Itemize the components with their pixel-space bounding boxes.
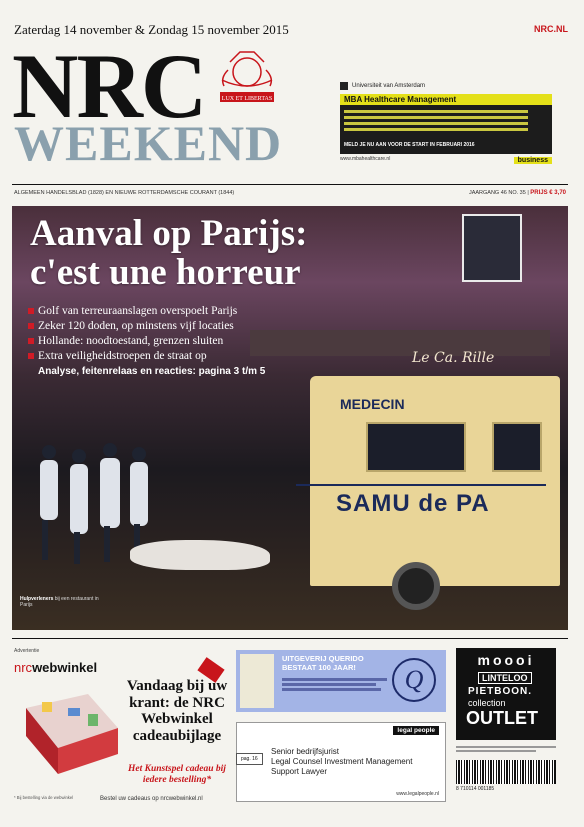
lead-bullets	[28, 304, 237, 364]
mba-badge: business	[514, 157, 552, 164]
mba-cta: MELD JE NU AAN VOOR DE START IN FEBRUARI 2016	[344, 142, 475, 148]
querido-body	[282, 676, 392, 693]
issue-date: Zaterdag 14 november & Zondag 15 november 2015	[14, 22, 289, 37]
crest-logo	[210, 50, 284, 112]
university-icon	[340, 82, 348, 90]
caption-label: Hulpverleners	[20, 596, 54, 602]
legal-url[interactable]: www.legalpeople.nl	[396, 791, 439, 797]
mba-title: MBA Healthcare Management	[340, 94, 552, 105]
querido-logo: Q	[392, 658, 436, 702]
webwinkel-footer[interactable]: Bestel uw cadeaus op nrcwebwinkel.nl	[100, 796, 203, 802]
masthead-rule	[12, 184, 568, 185]
webwinkel-subtitle: Het Kunstspel cadeau bij iedere bestelling*	[128, 764, 226, 785]
covered-body	[130, 540, 270, 570]
cafe-awning	[250, 330, 550, 356]
photo-caption	[20, 596, 110, 608]
querido-title: UITGEVERIJ QUERIDO	[282, 654, 364, 663]
headline-line-1: Aanval op Parijs:	[30, 213, 308, 254]
legal-brand: legal people	[393, 726, 439, 735]
volume-number: JAARGANG 46 NO. 35	[468, 190, 526, 196]
crest-motto: LUX ET LIBERTAS	[221, 96, 273, 102]
headline-line-2: c'est une horreur	[30, 252, 301, 294]
legal-job-list	[271, 747, 412, 777]
webwinkel-title[interactable]: Vandaag bij uw krant: de NRC Webwinkel cadeaubijlage	[126, 678, 228, 744]
book-cover	[240, 654, 274, 708]
barcode-number: 8 710114 001185	[456, 786, 495, 792]
legal-job: Legal Counsel Investment Management	[271, 757, 413, 766]
mba-body	[340, 105, 552, 136]
bullet-item: Golf van terreuraanslagen overspoelt Parijs	[28, 304, 237, 319]
lead-headline[interactable]	[30, 214, 308, 292]
querido-subtitle: BESTAAT 100 JAAR!	[282, 663, 356, 673]
barcode	[456, 760, 556, 784]
mba-url[interactable]: www.mbahealthcare.nl	[340, 156, 391, 162]
logo-prefix: nrc	[14, 660, 33, 675]
building-window	[462, 214, 522, 282]
legal-job: Senior bedrijfsjurist	[271, 747, 340, 756]
bullet-item: Hollande: noodtoestand, grenzen sluiten	[28, 334, 237, 349]
gift-illustration	[18, 688, 126, 778]
masthead-subtitle: WEEKEND	[14, 115, 283, 171]
mba-ad[interactable]	[340, 82, 562, 168]
ambulance	[296, 372, 560, 612]
advertisement-label: Advertentie	[14, 648, 40, 654]
price: PRIJS € 3,70	[530, 190, 566, 196]
bullet-item: Zeker 120 doden, op minstens vijf locaties	[28, 319, 237, 334]
webwinkel-logo[interactable]	[14, 660, 97, 675]
moooi-logo: moooi	[477, 652, 535, 668]
webwinkel-footnote: * Bij bestelling via de webwinkel	[14, 795, 74, 800]
barcode-info	[456, 744, 556, 754]
paper-history: ALGEMEEN HANDELSBLAD (1828) EN NIEUWE ROTTERDAMSCHE COURANT (1844)	[14, 190, 235, 196]
legal-job: Support Lawyer	[271, 767, 328, 776]
caption-text: bij een restaurant in Parijs	[20, 596, 99, 608]
university-name: Universiteit van Amsterdam	[352, 83, 426, 89]
outlet-label: OUTLET	[466, 708, 538, 728]
querido-ad[interactable]	[236, 650, 446, 712]
moooi-ad[interactable]	[456, 648, 556, 740]
ambulance-medecin: MEDECIN	[340, 396, 405, 412]
legal-people-ad[interactable]	[236, 722, 446, 802]
lead-page-reference[interactable]: Analyse, feitenrelaas en reacties: pagina 3 t/m 5	[38, 366, 266, 377]
bullet-item: Extra veiligheidstroepen de straat op	[28, 349, 237, 364]
site-link[interactable]: NRC.NL	[534, 24, 568, 34]
cafe-sign: Le Ca. Rille	[412, 350, 495, 366]
bottom-rule	[12, 638, 568, 639]
logo-suffix: webwinkel	[32, 660, 98, 675]
ambulance-samu: SAMU de PA	[336, 490, 490, 517]
issue-info: JAARGANG 46 NO. 35 | PRIJS € 3,70	[468, 190, 566, 196]
pietboon-logo: PIETBOON.	[468, 686, 533, 697]
ambulance-wheel	[392, 562, 440, 610]
masthead-title: NRC	[12, 35, 206, 137]
legal-page-tag: pag. 16	[236, 753, 263, 765]
linteloo-logo: LINTELOO	[478, 672, 532, 684]
collection-label: collection	[468, 698, 506, 708]
